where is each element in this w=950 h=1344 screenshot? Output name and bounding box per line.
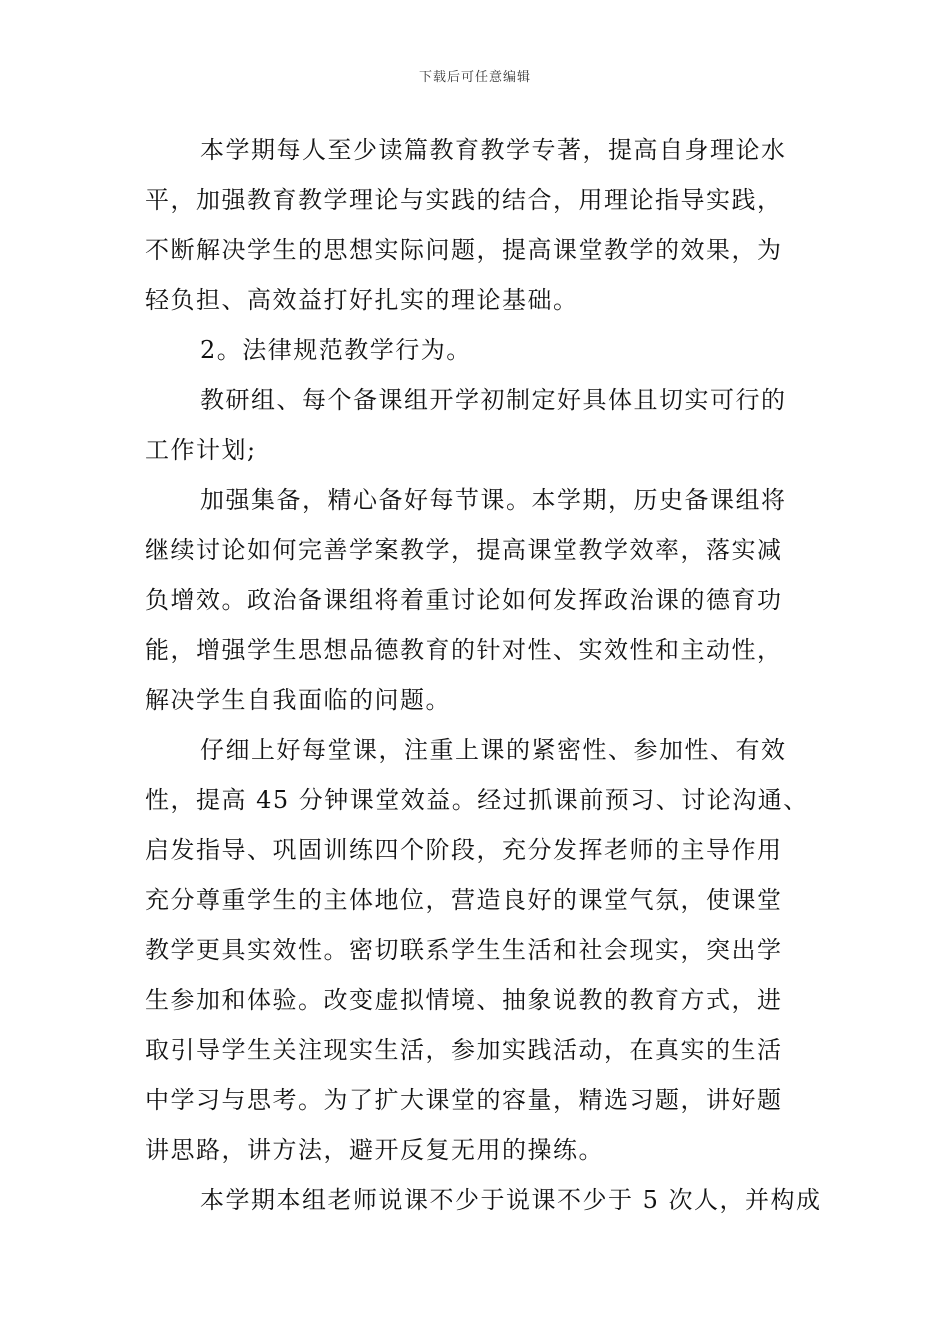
page-header: 下载后可任意编辑 [418, 70, 531, 85]
text-line: 教研组、每个备课组开学初制定好具体且切实可行的 [200, 386, 787, 414]
text-line: 加强集备，精心备好每节课。本学期，历史备课组将 [200, 486, 787, 514]
text-line: 充分尊重学生的主体地位，营造良好的课堂气氛，使课堂 [145, 886, 783, 914]
text-line: 生参加和体验。改变虚拟情境、抽象说教的教育方式，进 [145, 986, 783, 1014]
text-line: 轻负担、高效益打好扎实的理论基础。 [145, 286, 579, 314]
text-line: 解决学生自我面临的问题。 [145, 686, 451, 714]
text-line: 负增效。政治备课组将着重讨论如何发挥政治课的德育功 [145, 586, 783, 614]
text-line: 不断解决学生的思想实际问题，提高课堂教学的效果，为 [145, 236, 783, 264]
text-line: 平，加强教育教学理论与实践的结合，用理论指导实践， [145, 186, 783, 214]
text-line: 性，提高 45 分钟课堂效益。经过抓课前预习、讨论沟通、 [145, 786, 809, 814]
text-line: 启发指导、巩固训练四个阶段，充分发挥老师的主导作用 [145, 836, 783, 864]
text-line: 本学期每人至少读篇教育教学专著，提高自身理论水 [200, 136, 787, 164]
text-line: 继续讨论如何完善学案教学，提高课堂教学效率，落实减 [145, 536, 783, 564]
text-line: 2。法律规范教学行为。 [200, 336, 472, 364]
text-line: 中学习与思考。为了扩大课堂的容量，精选习题，讲好题 [145, 1086, 783, 1114]
text-line: 讲思路，讲方法，避开反复无用的操练。 [145, 1136, 604, 1164]
text-line: 工作计划; [145, 436, 257, 464]
text-line: 仔细上好每堂课，注重上课的紧密性、参加性、有效 [200, 736, 787, 764]
text-line: 取引导学生关注现实生活，参加实践活动，在真实的生活 [145, 1036, 783, 1064]
text-line: 本学期本组老师说课不少于说课不少于 5 次人，并构成 [200, 1186, 822, 1214]
text-line: 教学更具实效性。密切联系学生生活和社会现实，突出学 [145, 936, 783, 964]
document-body [145, 125, 822, 1225]
text-line: 能，增强学生思想品德教育的针对性、实效性和主动性， [145, 636, 783, 664]
